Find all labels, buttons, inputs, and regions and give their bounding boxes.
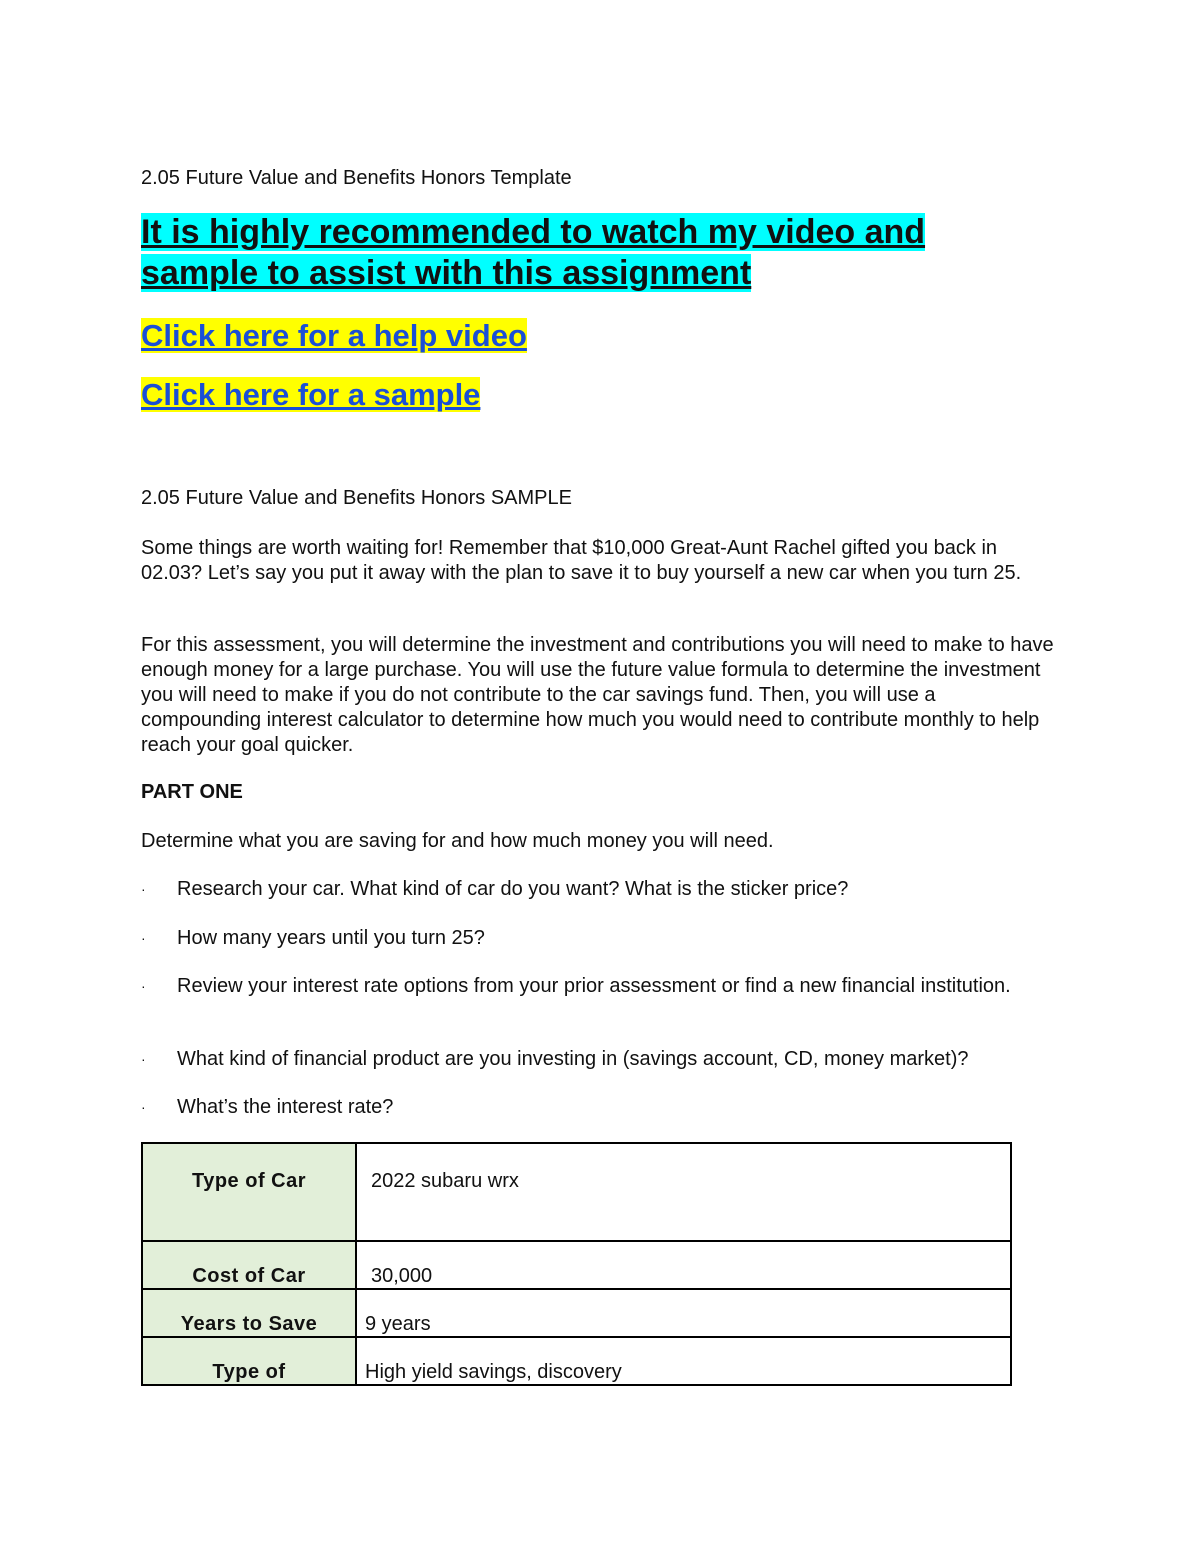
bullet-dot: · [141, 930, 146, 946]
bullet-dot: · [141, 978, 146, 994]
help-video-link[interactable]: Click here for a help video [141, 318, 527, 353]
bullet-dot: · [141, 1099, 146, 1115]
sample-link-wrapper [141, 377, 480, 413]
row-label: Cost of Car [142, 1241, 356, 1289]
banner-line-1: It is highly recommended to watch my video and [141, 213, 926, 251]
banner-line-2: sample to assist with this assignment [141, 254, 752, 292]
list-item [141, 926, 1041, 951]
template-title: 2.05 Future Value and Benefits Honors Template [141, 167, 572, 189]
help-video-link-wrapper [141, 318, 527, 354]
list-item-text: Research your car. What kind of car do you want? What is the sticker price? [177, 878, 849, 900]
recommendation-banner [141, 212, 1021, 294]
row-value[interactable]: High yield savings, discovery [356, 1337, 1011, 1385]
list-item-text: How many years until you turn 25? [177, 927, 485, 949]
sample-link[interactable]: Click here for a sample [141, 377, 481, 412]
row-value[interactable]: 9 years [356, 1289, 1011, 1337]
list-item [141, 877, 1041, 902]
row-label: Type of Car [142, 1143, 356, 1241]
row-label: Years to Save [142, 1289, 356, 1337]
bullet-dot: · [141, 1051, 146, 1067]
bullet-dot: · [141, 881, 146, 897]
list-item [141, 1047, 1041, 1072]
table-row [142, 1289, 1011, 1337]
part-one-heading: PART ONE [141, 781, 243, 803]
list-item-text: What kind of financial product are you investing in (savings account, CD, money market)? [177, 1048, 969, 1070]
row-label: Type of [142, 1337, 356, 1385]
list-item [141, 1095, 1041, 1120]
row-value[interactable]: 30,000 [356, 1241, 1011, 1289]
car-savings-table [141, 1142, 1012, 1386]
list-item-text: Review your interest rate options from your prior assessment or find a new financial institution. [177, 975, 1011, 997]
list-item [141, 974, 1041, 999]
row-value[interactable]: 2022 subaru wrx [356, 1143, 1011, 1241]
list-item-text: What’s the interest rate? [177, 1096, 394, 1118]
assessment-paragraph: For this assessment, you will determine the investment and contributions you will need to make to have enough money for a large purchase. You will use the future value formula to determine the investment you will need to make if you do not contribute to the car savings fund. Then, you will use a compounding interest calculator to determine how much you would need to contribute monthly to help reach your goal quicker. [141, 634, 1054, 756]
table-row [142, 1241, 1011, 1289]
table-row [142, 1143, 1011, 1241]
table-row [142, 1337, 1011, 1385]
sample-title: 2.05 Future Value and Benefits Honors SAMPLE [141, 487, 572, 509]
intro-paragraph: Some things are worth waiting for! Remember that $10,000 Great-Aunt Rachel gifted you back in 02.03? Let’s say you put it away with the plan to save it to buy yourself a new car when you turn 25. [141, 537, 1022, 584]
determine-paragraph: Determine what you are saving for and how much money you will need. [141, 830, 774, 852]
